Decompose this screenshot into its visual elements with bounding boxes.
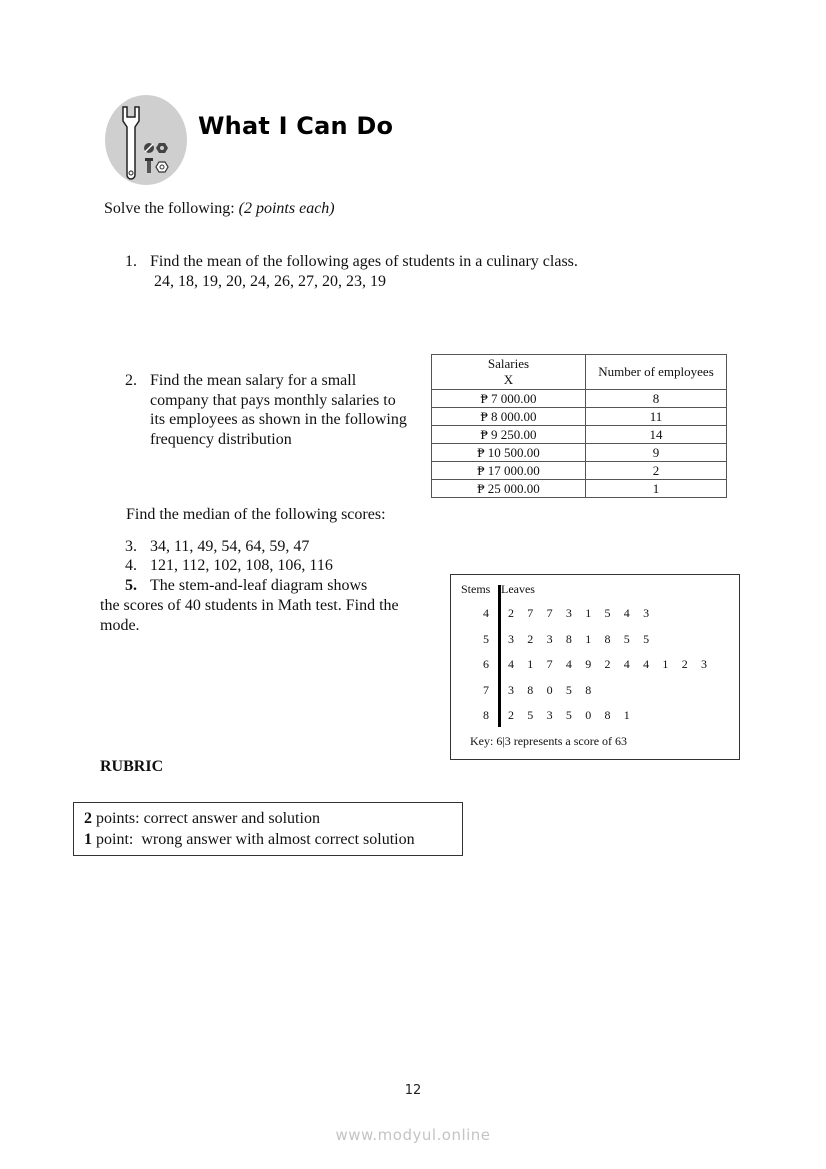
rubric-points: 1 xyxy=(84,831,92,848)
leaf-value: 1 xyxy=(662,657,669,671)
leaf-value: 5 xyxy=(527,708,534,722)
question-text-line: its employees as shown in the following xyxy=(150,411,407,428)
question-text-line: the scores of 40 students in Math test. Find the xyxy=(100,597,399,614)
question-values: 121, 112, 102, 108, 106, 116 xyxy=(150,557,333,574)
median-instructions: Find the median of the following scores: xyxy=(126,506,386,523)
stem-and-leaf-diagram xyxy=(450,574,740,760)
question-text-line: frequency distribution xyxy=(150,430,292,448)
question-text-line: mode. xyxy=(100,616,140,634)
leaf-value: 8 xyxy=(585,682,592,697)
question-number: 1. xyxy=(125,253,137,270)
leaf-value: 8 xyxy=(565,631,572,646)
leaf-value: 1 xyxy=(585,606,592,620)
leaf-value: 5 xyxy=(643,631,650,646)
stem-value: 4 xyxy=(483,606,489,620)
question-number: 5. xyxy=(125,577,137,594)
leaf-value: 5 xyxy=(604,606,611,620)
leaf-value: 3 xyxy=(508,682,514,697)
salary-frequency-table xyxy=(431,354,727,498)
question-4 xyxy=(125,556,333,576)
count-cell: 11 xyxy=(586,408,727,426)
question-text-line: company that pays monthly salaries to xyxy=(150,391,396,409)
table-row xyxy=(432,390,727,408)
leaf-value: 9 xyxy=(585,657,592,671)
leaf-value: 2 xyxy=(508,606,514,620)
leaf-value: 7 xyxy=(546,606,553,620)
instructions xyxy=(104,200,335,218)
instructions-text: Solve the following: xyxy=(104,200,239,217)
rubric-item xyxy=(84,829,462,850)
leaf-value: 7 xyxy=(546,657,553,671)
count-cell: 14 xyxy=(586,426,727,444)
question-text-line: Find the mean salary for a small xyxy=(150,372,357,389)
count-cell: 1 xyxy=(586,480,727,498)
question-2 xyxy=(125,371,425,449)
leaf-value: 2 xyxy=(681,657,688,671)
question-values: 24, 18, 19, 20, 24, 26, 27, 20, 23, 19 xyxy=(154,272,386,290)
salary-cell: ₱ 25 000.00 xyxy=(432,480,586,498)
leaf-value: 2 xyxy=(527,631,534,646)
question-values: 34, 11, 49, 54, 64, 59, 47 xyxy=(150,538,310,555)
question-number: 3. xyxy=(125,538,137,555)
leaf-value: 0 xyxy=(546,682,553,697)
leaf-value: 7 xyxy=(527,606,534,620)
stem-value: 5 xyxy=(483,631,489,646)
leaves-header: Leaves xyxy=(501,582,535,596)
question-3 xyxy=(125,537,309,557)
salary-cell: ₱ 10 500.00 xyxy=(432,444,586,462)
wrench-icon xyxy=(105,95,187,185)
leaf-value: 5 xyxy=(623,631,630,646)
stem-value: 7 xyxy=(483,682,489,697)
table-row xyxy=(432,408,727,426)
leaf-value: 1 xyxy=(527,657,534,671)
header-salaries: Salaries X xyxy=(432,355,586,390)
leaf-value: 4 xyxy=(508,657,514,671)
rubric-item xyxy=(84,808,462,829)
stem-value: 6 xyxy=(483,657,489,671)
question-1 xyxy=(125,252,578,291)
count-cell: 8 xyxy=(586,390,727,408)
rubric-title: RUBRIC xyxy=(100,758,164,775)
question-number: 2. xyxy=(125,372,137,389)
stem-value: 8 xyxy=(483,708,489,722)
leaf-value: 4 xyxy=(643,657,650,671)
table-row xyxy=(432,444,727,462)
question-5 xyxy=(125,576,367,596)
leaf-value: 1 xyxy=(585,631,592,646)
question-text-line: The stem-and-leaf diagram shows xyxy=(150,577,368,594)
table-row xyxy=(432,480,727,498)
count-cell: 2 xyxy=(586,462,727,480)
leaf-value: 4 xyxy=(623,606,630,620)
salary-cell: ₱ 9 250.00 xyxy=(432,426,586,444)
stem-divider-line xyxy=(498,585,501,727)
rubric-description: points: correct answer and solution xyxy=(92,810,320,827)
leaf-value: 1 xyxy=(623,708,630,722)
table-header-row xyxy=(432,355,727,390)
rubric-box xyxy=(73,802,463,856)
leaf-value: 5 xyxy=(565,682,572,697)
leaf-value: 3 xyxy=(546,631,553,646)
leaf-value: 4 xyxy=(623,657,630,671)
question-number: 4. xyxy=(125,557,137,574)
count-cell: 9 xyxy=(586,444,727,462)
section-title: What I Can Do xyxy=(198,112,394,140)
header-number-of-employees: Number of employees xyxy=(586,355,727,390)
stems-header: Stems xyxy=(461,582,491,596)
leaf-value: 3 xyxy=(701,657,707,671)
leaf-value: 2 xyxy=(604,657,611,671)
leaf-value: 3 xyxy=(565,606,572,620)
leaf-value: 3 xyxy=(643,606,650,620)
salary-cell: ₱ 7 000.00 xyxy=(432,390,586,408)
table-row xyxy=(432,462,727,480)
table-row xyxy=(432,426,727,444)
salary-cell: ₱ 8 000.00 xyxy=(432,408,586,426)
leaf-value: 3 xyxy=(508,631,514,646)
watermark: www.modyul.online xyxy=(335,1126,491,1144)
rubric-points: 2 xyxy=(84,810,92,827)
question-5-continued xyxy=(100,596,430,635)
points-note: (2 points each) xyxy=(238,200,335,217)
page-number: 12 xyxy=(404,1083,422,1098)
wrench-and-bolts-icon xyxy=(105,95,187,185)
salary-cell: ₱ 17 000.00 xyxy=(432,462,586,480)
leaf-value: 8 xyxy=(604,631,611,646)
leaf-value: 8 xyxy=(527,682,534,697)
question-text: Find the mean of the following ages of students in a culinary class. xyxy=(150,253,578,270)
leaf-value: 5 xyxy=(565,708,572,722)
leaf-value: 4 xyxy=(565,657,572,671)
stem-leaf-key: Key: 6|3 represents a score of 63 xyxy=(470,734,628,748)
leaf-value: 0 xyxy=(585,708,592,722)
rubric-description: point: wrong answer with almost correct solution xyxy=(92,831,415,848)
leaf-value: 8 xyxy=(604,708,611,722)
leaf-value: 3 xyxy=(546,708,553,722)
leaf-value: 2 xyxy=(508,708,514,722)
